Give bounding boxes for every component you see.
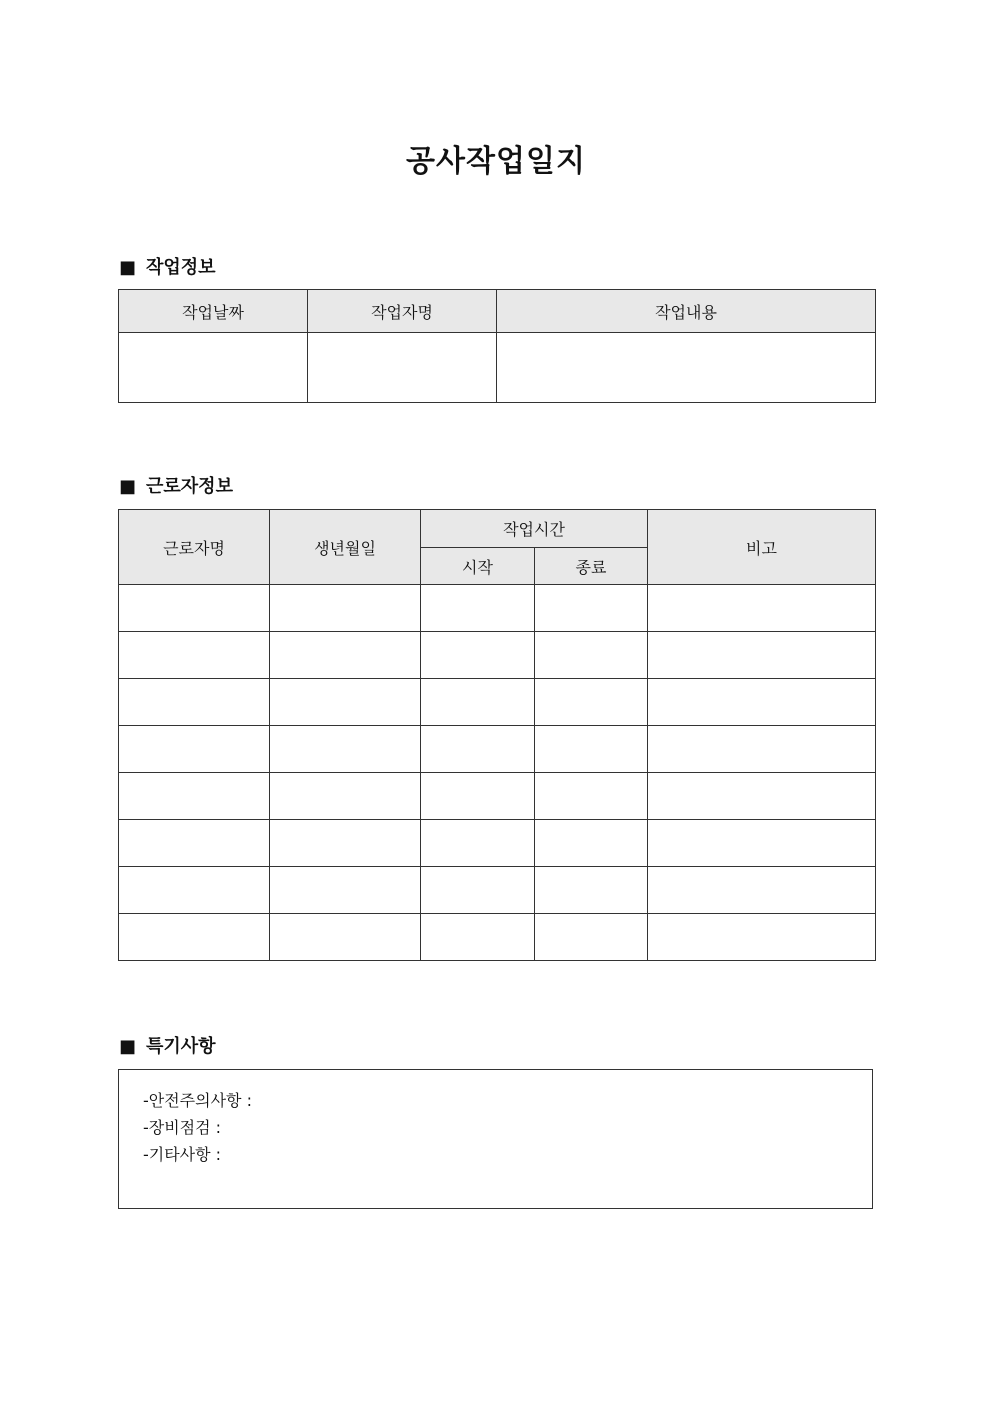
work-content-cell[interactable] (497, 333, 876, 403)
birth-date-cell[interactable] (270, 773, 421, 820)
worker-name-cell[interactable] (119, 679, 270, 726)
start-time-cell[interactable] (421, 726, 535, 773)
end-time-cell[interactable] (535, 867, 648, 914)
end-time-cell[interactable] (535, 726, 648, 773)
remarks-cell[interactable] (648, 914, 876, 961)
header-end-time: 종료 (535, 548, 648, 585)
worker-name-cell[interactable] (308, 333, 497, 403)
birth-date-cell[interactable] (270, 820, 421, 867)
work-info-table (118, 289, 876, 403)
table-row (119, 867, 876, 914)
header-remarks: 비고 (648, 510, 876, 585)
birth-date-cell[interactable] (270, 679, 421, 726)
table-row (119, 820, 876, 867)
worker-name-cell[interactable] (119, 867, 270, 914)
header-work-time: 작업시간 (421, 510, 648, 548)
worker-name-cell[interactable] (119, 773, 270, 820)
header-start-time: 시작 (421, 548, 535, 585)
table-row (119, 679, 876, 726)
birth-date-cell[interactable] (270, 726, 421, 773)
table-row (119, 914, 876, 961)
end-time-cell[interactable] (535, 679, 648, 726)
section-heading-notes (119, 1032, 216, 1058)
worker-info-table (118, 509, 876, 961)
start-time-cell[interactable] (421, 679, 535, 726)
start-time-cell[interactable] (421, 632, 535, 679)
remarks-cell[interactable] (648, 632, 876, 679)
header-worker-name: 근로자명 (119, 510, 270, 585)
start-time-cell[interactable] (421, 867, 535, 914)
end-time-cell[interactable] (535, 820, 648, 867)
worker-name-cell[interactable] (119, 726, 270, 773)
birth-date-cell[interactable] (270, 585, 421, 632)
worker-name-cell[interactable] (119, 820, 270, 867)
birth-date-cell[interactable] (270, 867, 421, 914)
worker-name-cell[interactable] (119, 585, 270, 632)
notes-box[interactable] (118, 1069, 873, 1209)
section-heading-worker-info (119, 472, 233, 498)
remarks-cell[interactable] (648, 867, 876, 914)
birth-date-cell[interactable] (270, 914, 421, 961)
end-time-cell[interactable] (535, 585, 648, 632)
square-bullet-icon: ■ (119, 1036, 137, 1057)
start-time-cell[interactable] (421, 585, 535, 632)
remarks-cell[interactable] (648, 585, 876, 632)
header-work-content: 작업내용 (497, 290, 876, 333)
header-worker-name: 작업자명 (308, 290, 497, 333)
table-row (119, 632, 876, 679)
remarks-cell[interactable] (648, 820, 876, 867)
section-title: 작업정보 (146, 257, 216, 278)
end-time-cell[interactable] (535, 632, 648, 679)
header-birth-date: 생년월일 (270, 510, 421, 585)
table-row (119, 726, 876, 773)
square-bullet-icon: ■ (119, 257, 137, 278)
worker-name-cell[interactable] (119, 632, 270, 679)
remarks-cell[interactable] (648, 679, 876, 726)
start-time-cell[interactable] (421, 773, 535, 820)
square-bullet-icon: ■ (119, 476, 137, 497)
section-title: 특기사항 (146, 1036, 216, 1057)
safety-notes-line: -안전주의사항 : (143, 1091, 252, 1110)
start-time-cell[interactable] (421, 820, 535, 867)
worker-name-cell[interactable] (119, 914, 270, 961)
start-time-cell[interactable] (421, 914, 535, 961)
work-date-cell[interactable] (119, 333, 308, 403)
document-title: 공사작업일지 (406, 144, 586, 179)
end-time-cell[interactable] (535, 914, 648, 961)
section-heading-work-info (119, 253, 216, 279)
end-time-cell[interactable] (535, 773, 648, 820)
table-row (119, 773, 876, 820)
birth-date-cell[interactable] (270, 632, 421, 679)
other-notes-line: -기타사항 : (143, 1145, 222, 1164)
header-work-date: 작업날짜 (119, 290, 308, 333)
remarks-cell[interactable] (648, 726, 876, 773)
section-title: 근로자정보 (146, 476, 233, 497)
equipment-check-line: -장비점검 : (143, 1118, 222, 1137)
remarks-cell[interactable] (648, 773, 876, 820)
table-row (119, 585, 876, 632)
